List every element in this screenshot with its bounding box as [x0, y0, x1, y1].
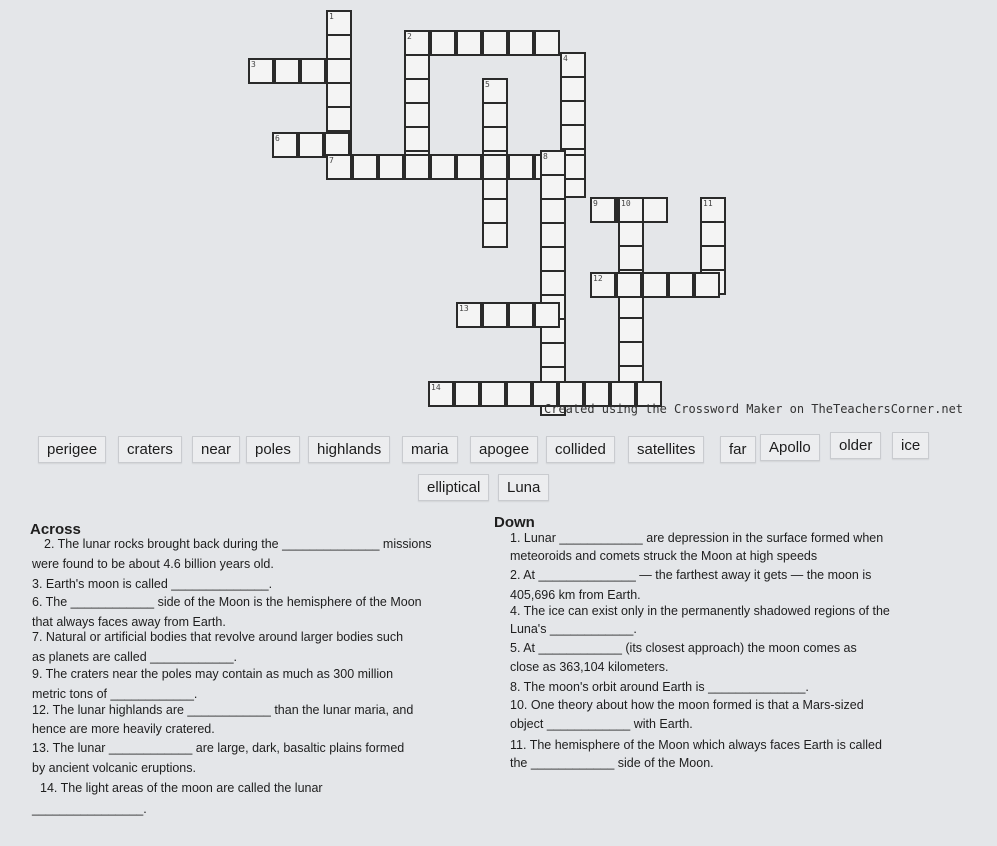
- across-clue-8-line: 14. The light areas of the moon are called the lunar: [40, 781, 323, 795]
- grid-cell[interactable]: [508, 302, 534, 328]
- word-bank-item: maria: [402, 436, 458, 463]
- clue-number-11: 11: [703, 199, 713, 208]
- grid-cell[interactable]: [480, 381, 506, 407]
- grid-cell[interactable]: [700, 245, 726, 271]
- grid-cell[interactable]: [326, 106, 352, 132]
- grid-cell[interactable]: [540, 222, 566, 248]
- down-clue-2-line: 405,696 km from Earth.: [510, 588, 641, 602]
- clue-number-8: 8: [543, 152, 548, 161]
- across-clue-4-line: 7. Natural or artificial bodies that revolve around larger bodies such: [32, 630, 404, 644]
- across-clue-6-line: hence are more heavily cratered.: [32, 722, 215, 736]
- word-bank-item: older: [830, 432, 881, 459]
- clue-number-14: 14: [431, 383, 441, 392]
- down-clue-4-line: 5. At ____________ (its closest approach) the moon comes as: [510, 641, 857, 655]
- down-clue-4-line: close as 363,104 kilometers.: [510, 660, 669, 674]
- across-clue-3-line: 6. The ____________ side of the Moon is the hemisphere of the Moon: [32, 595, 422, 609]
- grid-cell[interactable]: [668, 272, 694, 298]
- clue-number-13: 13: [459, 304, 469, 313]
- clue-number-9: 9: [593, 199, 598, 208]
- across-clue-8-line: ________________.: [32, 802, 147, 816]
- clue-number-12: 12: [593, 274, 603, 283]
- across-clue-2-line: 3. Earth's moon is called ______________.: [32, 577, 273, 591]
- grid-cell[interactable]: [618, 341, 644, 367]
- grid-cell[interactable]: [482, 222, 508, 248]
- clue-number-6: 6: [275, 134, 280, 143]
- across-clue-1-line: 2. The lunar rocks brought back during the ______________ missions: [44, 537, 432, 551]
- down-clue-2-line: 2. At ______________ — the farthest away it gets — the moon is: [510, 568, 872, 582]
- grid-cell[interactable]: [456, 30, 482, 56]
- grid-cell[interactable]: [482, 198, 508, 224]
- word-bank-item: apogee: [470, 436, 538, 463]
- grid-cell[interactable]: [508, 30, 534, 56]
- across-heading: Across: [30, 521, 81, 538]
- down-clue-6-line: 10. One theory about how the moon formed is that a Mars-sized: [510, 698, 864, 712]
- grid-cell[interactable]: [618, 221, 644, 247]
- grid-cell[interactable]: [506, 381, 532, 407]
- across-clue-6-line: 12. The lunar highlands are ____________ than the lunar maria, and: [32, 703, 414, 717]
- word-bank-item: craters: [118, 436, 182, 463]
- grid-cell[interactable]: [560, 76, 586, 102]
- across-clue-7-line: by ancient volcanic eruptions.: [32, 761, 196, 775]
- grid-cell[interactable]: [616, 272, 642, 298]
- clue-number-4: 4: [563, 54, 568, 63]
- grid-cell[interactable]: [430, 30, 456, 56]
- down-clue-5-line: 8. The moon's orbit around Earth is ______________.: [510, 680, 809, 694]
- grid-cell[interactable]: [540, 270, 566, 296]
- grid-cell[interactable]: [560, 100, 586, 126]
- grid-cell[interactable]: [404, 54, 430, 80]
- down-clue-6-line: object ____________ with Earth.: [510, 717, 693, 731]
- grid-cell[interactable]: [642, 272, 668, 298]
- across-clue-3-line: that always faces away from Earth.: [32, 615, 226, 629]
- grid-cell[interactable]: [534, 30, 560, 56]
- grid-cell[interactable]: [326, 34, 352, 60]
- down-clue-3-line: Luna's ____________.: [510, 622, 637, 636]
- grid-cell[interactable]: [326, 58, 352, 84]
- word-bank-item: perigee: [38, 436, 106, 463]
- word-bank-item: satellites: [628, 436, 704, 463]
- grid-cell[interactable]: [298, 132, 324, 158]
- grid-cell[interactable]: [540, 246, 566, 272]
- across-clue-7-line: 13. The lunar ____________ are large, dark, basaltic plains formed: [32, 741, 405, 755]
- clue-number-2: 2: [407, 32, 412, 41]
- grid-cell[interactable]: [430, 154, 456, 180]
- across-clue-5-line: metric tons of ____________.: [32, 687, 198, 701]
- word-bank-item: Luna: [498, 474, 549, 501]
- grid-cell[interactable]: [404, 102, 430, 128]
- grid-cell[interactable]: [482, 30, 508, 56]
- word-bank-item: ice: [892, 432, 929, 459]
- grid-cell[interactable]: [700, 221, 726, 247]
- clue-number-3: 3: [251, 60, 256, 69]
- down-clue-7-line: the ____________ side of the Moon.: [510, 756, 714, 770]
- grid-cell[interactable]: [352, 154, 378, 180]
- word-bank-item: collided: [546, 436, 615, 463]
- grid-cell[interactable]: [456, 154, 482, 180]
- clue-number-10: 10: [621, 199, 631, 208]
- down-clue-1-line: 1. Lunar ____________ are depression in the surface formed when: [510, 531, 884, 545]
- grid-cell[interactable]: [326, 82, 352, 108]
- grid-cell[interactable]: [694, 272, 720, 298]
- clue-number-1: 1: [329, 12, 334, 21]
- grid-cell[interactable]: [482, 154, 508, 180]
- down-heading: Down: [494, 514, 535, 531]
- clue-number-5: 5: [485, 80, 490, 89]
- grid-cell[interactable]: [482, 126, 508, 152]
- credit-line: Created using the Crossword Maker on TheTeachersCorner.net: [544, 402, 964, 416]
- grid-cell[interactable]: [540, 174, 566, 200]
- grid-cell[interactable]: [618, 245, 644, 271]
- grid-cell[interactable]: [404, 126, 430, 152]
- across-clue-5-line: 9. The craters near the poles may contain as much as 300 million: [32, 667, 394, 681]
- word-bank-item: near: [192, 436, 240, 463]
- across-clue-1-line: were found to be about 4.6 billion years old.: [32, 557, 274, 571]
- grid-cell[interactable]: [482, 302, 508, 328]
- grid-cell[interactable]: [642, 197, 668, 223]
- grid-cell[interactable]: [540, 342, 566, 368]
- word-bank-item: poles: [246, 436, 300, 463]
- grid-cell[interactable]: [508, 154, 534, 180]
- clue-number-7: 7: [329, 156, 334, 165]
- word-bank-item: highlands: [308, 436, 390, 463]
- grid-cell[interactable]: [300, 58, 326, 84]
- grid-cell[interactable]: [454, 381, 480, 407]
- word-bank-item: Apollo: [760, 434, 820, 461]
- word-bank-item: far: [720, 436, 756, 463]
- grid-cell[interactable]: [482, 102, 508, 128]
- grid-cell[interactable]: [534, 302, 560, 328]
- grid-cell[interactable]: [404, 78, 430, 104]
- across-clue-4-line: as planets are called ____________.: [32, 650, 238, 664]
- down-clue-3-line: 4. The ice can exist only in the permanently shadowed regions of the: [510, 604, 890, 618]
- grid-cell[interactable]: [404, 154, 430, 180]
- grid-cell[interactable]: [560, 124, 586, 150]
- word-bank-item: elliptical: [418, 474, 489, 501]
- grid-cell[interactable]: [540, 198, 566, 224]
- grid-cell[interactable]: [274, 58, 300, 84]
- down-clue-7-line: 11. The hemisphere of the Moon which always faces Earth is called: [510, 738, 882, 752]
- grid-cell[interactable]: [378, 154, 404, 180]
- down-clue-1-line: meteoroids and comets struck the Moon at high speeds: [510, 549, 818, 563]
- grid-cell[interactable]: [618, 317, 644, 343]
